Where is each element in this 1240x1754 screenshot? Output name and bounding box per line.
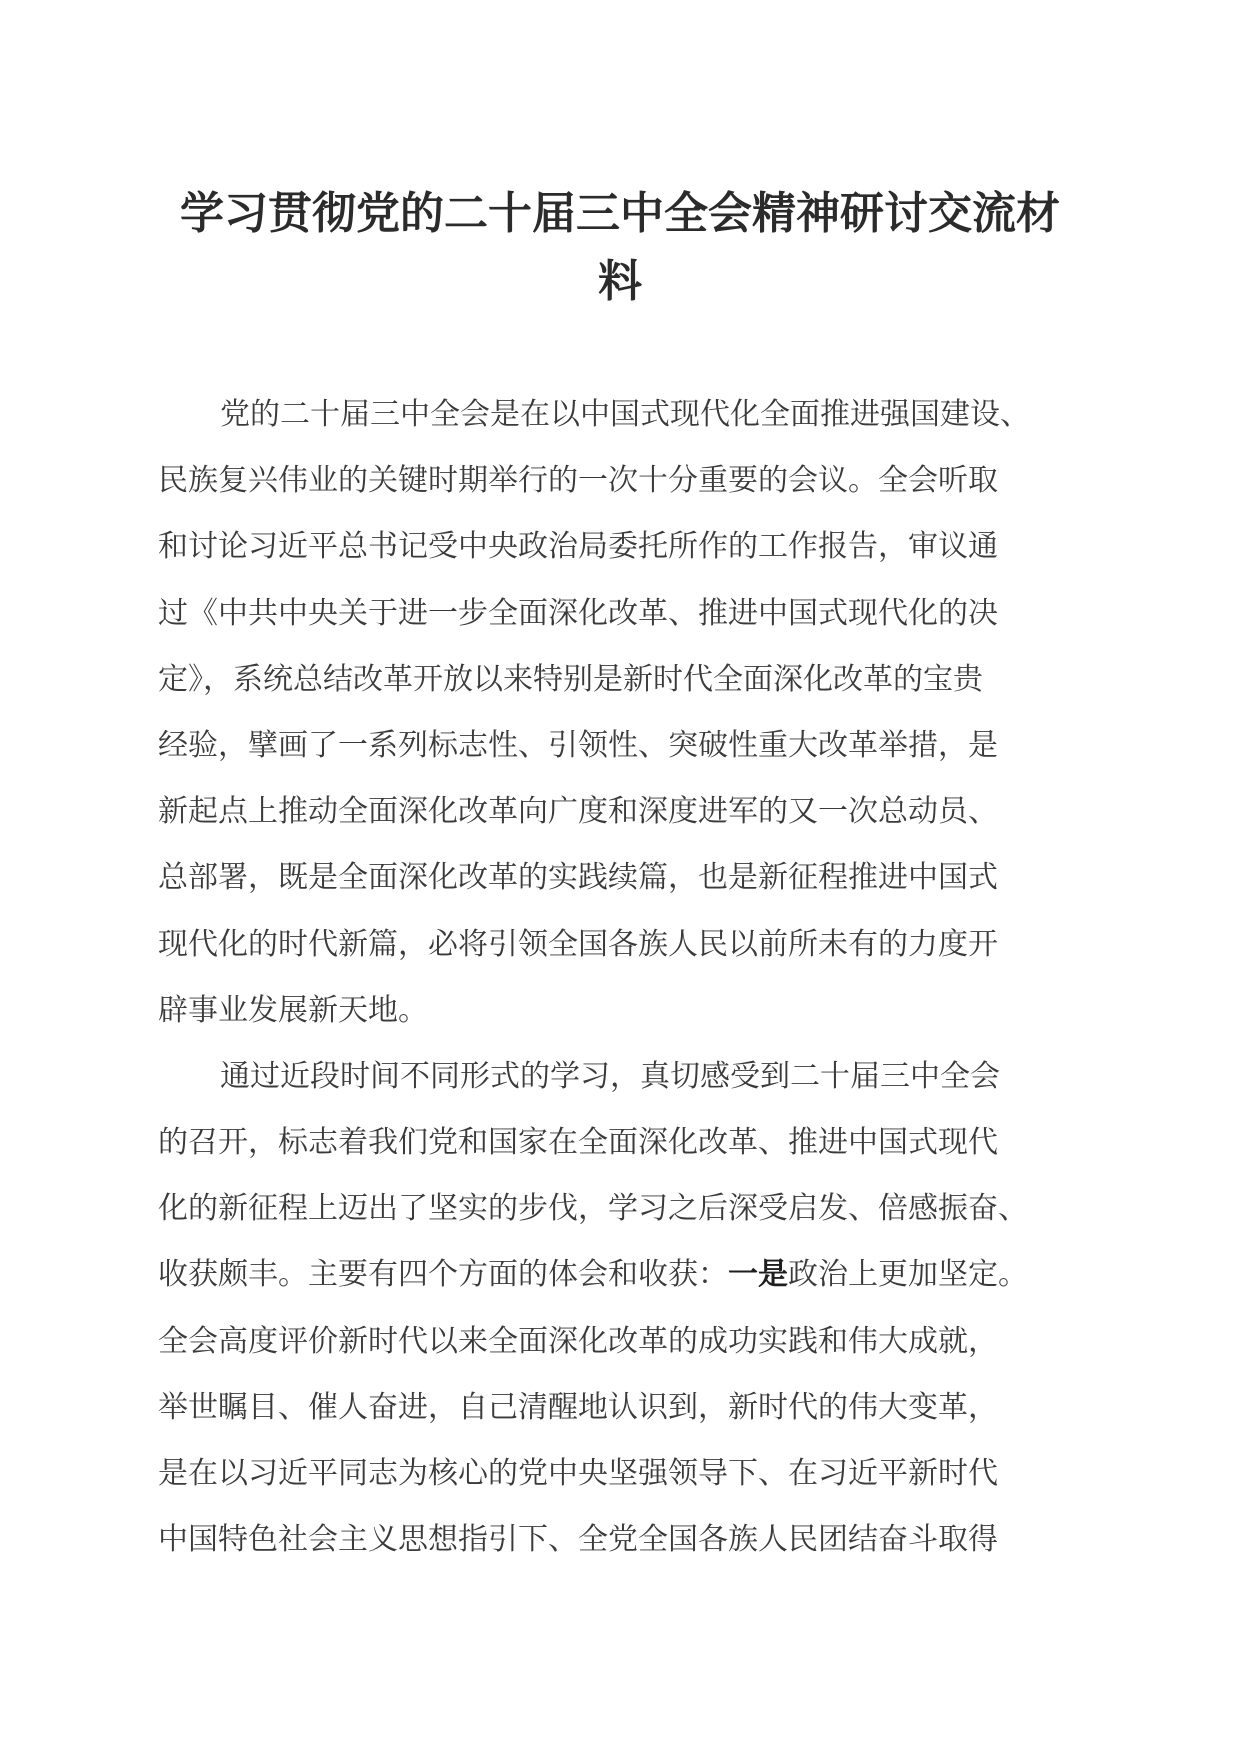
paragraph-2-text: 收获颇丰。主要有四个方面的体会和收获： bbox=[158, 1257, 728, 1293]
paragraph-1-line: 和讨论习近平总书记受中央政治局委托所作的工作报告，审议通 bbox=[158, 529, 998, 565]
paragraph-2 bbox=[158, 1044, 1078, 1574]
paragraph-2-line-mixed bbox=[158, 1242, 1078, 1308]
paragraph-2-line: 中国特色社会主义思想指引下、全党全国各族人民团结奋斗取得 bbox=[158, 1522, 998, 1558]
paragraph-1-line: 现代化的时代新篇，必将引领全国各族人民以前所未有的力度开 bbox=[158, 926, 998, 962]
paragraph-1-line: 辟事业发展新天地。 bbox=[158, 992, 428, 1028]
title-line-2: 料 bbox=[598, 256, 642, 307]
paragraph-1-line: 新起点上推动全面深化改革向广度和深度进军的又一次总动员、 bbox=[158, 794, 998, 830]
paragraph-1 bbox=[158, 382, 1078, 1044]
document-title bbox=[150, 180, 1090, 316]
emphasis-first-point: 一是 bbox=[728, 1257, 788, 1293]
paragraph-2-line: 全会高度评价新时代以来全面深化改革的成功实践和伟大成就， bbox=[158, 1323, 998, 1359]
paragraph-2-line: 是在以习近平同志为核心的党中央坚强领导下、在习近平新时代 bbox=[158, 1456, 998, 1491]
paragraph-1-line: 过《中共中央关于进一步全面深化改革、推进中国式现代化的决 bbox=[158, 595, 998, 631]
paragraph-2-line: 化的新征程上迈出了坚实的步伐，学习之后深受启发、倍感振奋、 bbox=[158, 1191, 1028, 1227]
paragraph-1-line: 经验，擘画了一系列标志性、引领性、突破性重大改革举措，是 bbox=[158, 727, 998, 763]
paragraph-2-text: 政治上更加坚定。 bbox=[788, 1257, 1028, 1293]
paragraph-1-line: 民族复兴伟业的关键时期举行的一次十分重要的会议。全会听取 bbox=[158, 463, 998, 499]
paragraph-1-line: 总部署，既是全面深化改革的实践续篇，也是新征程推进中国式 bbox=[158, 860, 998, 896]
paragraph-2-line: 举世瞩目、催人奋进，自己清醒地认识到，新时代的伟大变革， bbox=[158, 1389, 998, 1425]
paragraph-1-line: 定》，系统总结改革开放以来特别是新时代全面深化改革的宝贵 bbox=[158, 661, 983, 697]
paragraph-2-line: 通过近段时间不同形式的学习，真切感受到二十届三中全会 bbox=[220, 1058, 1000, 1094]
paragraph-2-line: 的召开，标志着我们党和国家在全面深化改革、推进中国式现代 bbox=[158, 1125, 998, 1161]
document-body bbox=[158, 382, 1078, 1573]
paragraph-1-line: 党的二十届三中全会是在以中国式现代化全面推进强国建设、 bbox=[220, 397, 1030, 432]
title-line-1: 学习贯彻党的二十届三中全会精神研讨交流材 bbox=[180, 188, 1060, 239]
